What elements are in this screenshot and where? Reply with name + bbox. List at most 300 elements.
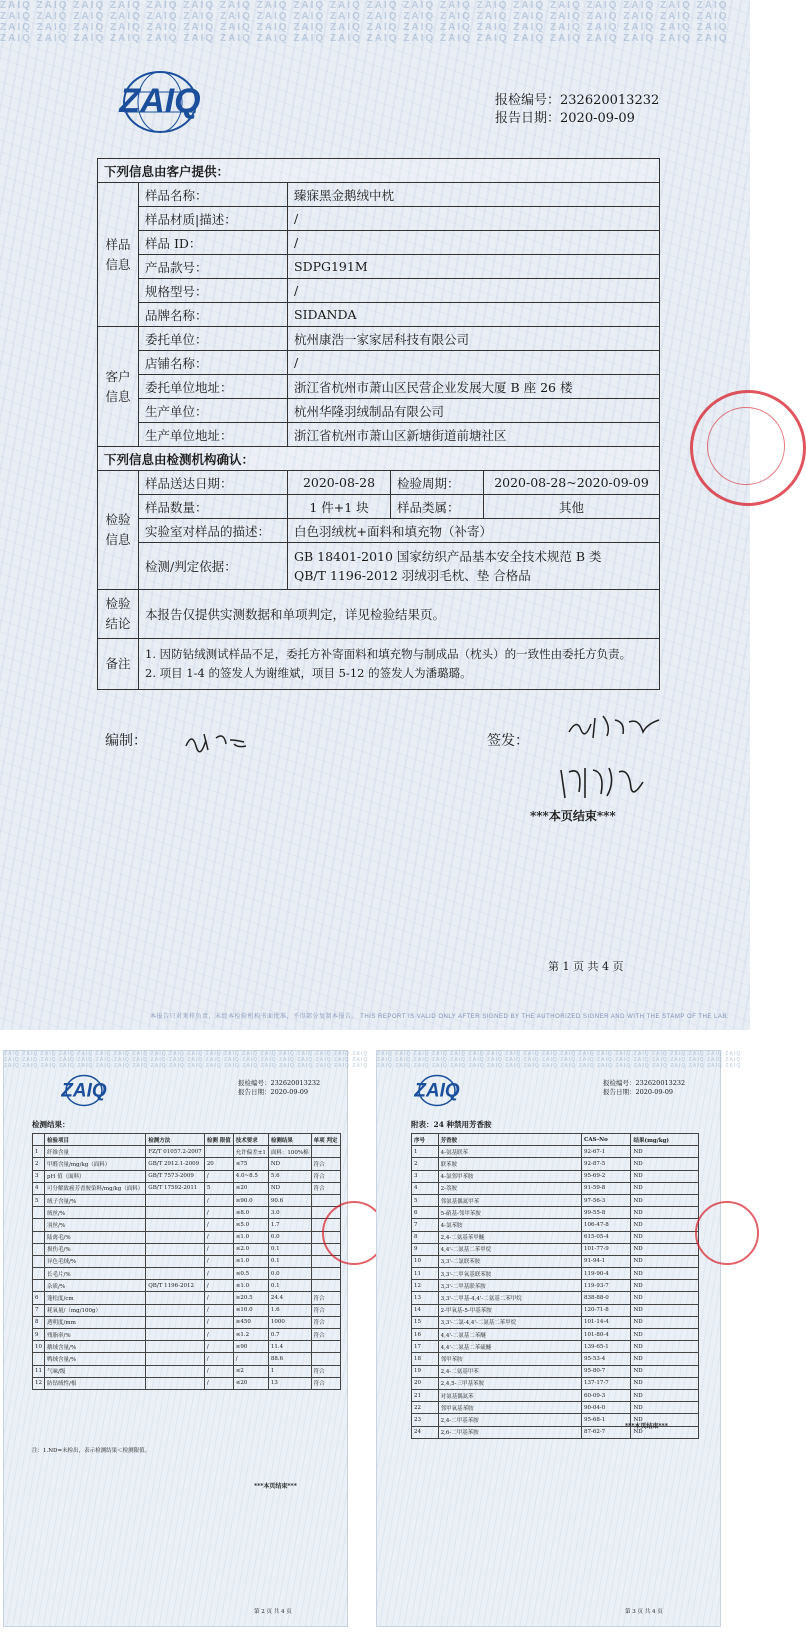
table-cell: 长毛片/% xyxy=(45,1268,146,1280)
table-cell: / xyxy=(204,1243,233,1255)
table-cell xyxy=(311,1353,340,1365)
table-cell: ND xyxy=(631,1207,699,1219)
table-cell xyxy=(146,1329,205,1341)
table-cell: 允许偏差±1 xyxy=(233,1146,268,1158)
table-cell: 95-53-4 xyxy=(582,1353,631,1365)
table-header-row xyxy=(412,1134,699,1146)
table-cell: / xyxy=(204,1365,233,1377)
table-row xyxy=(33,1255,341,1267)
table-cell: ND xyxy=(268,1182,311,1194)
table-cell: ≤1.0 xyxy=(233,1280,268,1292)
table-row xyxy=(33,1365,341,1377)
table-cell xyxy=(33,1243,45,1255)
table-cell: 0.1 xyxy=(268,1280,311,1292)
issued-label: 签发： xyxy=(487,733,529,749)
table-cell: 88.6 xyxy=(268,1353,311,1365)
lab-section-heading: 下列信息由检测机构确认： xyxy=(98,447,660,471)
table-cell: 邻甲氧基苯胺 xyxy=(438,1402,581,1414)
table-cell: 陆禽毛/% xyxy=(45,1231,146,1243)
table-cell: 7 xyxy=(33,1304,45,1316)
table-row xyxy=(412,1231,699,1243)
table-cell: 7 xyxy=(412,1219,439,1231)
table-cell: 5 xyxy=(412,1194,439,1206)
table-cell: 4-氯邻甲苯胺 xyxy=(438,1170,581,1182)
table-cell: 对氨基偶氮苯 xyxy=(438,1389,581,1401)
page-end-marker: ***本页结束*** xyxy=(530,809,616,823)
table-cell: 0.1 xyxy=(268,1255,311,1267)
table-row xyxy=(412,1158,699,1170)
table-cell: 2 xyxy=(412,1158,439,1170)
table-cell: FZ/T 01057.2-2007 xyxy=(146,1146,205,1158)
table-cell xyxy=(146,1268,205,1280)
table-cell: 838-88-0 xyxy=(582,1292,631,1304)
table-cell: ND xyxy=(631,1316,699,1328)
table-cell: 8 xyxy=(33,1316,45,1328)
table-cell: 符合 xyxy=(311,1329,340,1341)
table-cell xyxy=(311,1280,340,1292)
table-cell: 纤维含量 xyxy=(45,1146,146,1158)
table-cell xyxy=(33,1207,45,1219)
table-cell: 1.7 xyxy=(268,1219,311,1231)
table-cell: 残脂率/% xyxy=(45,1329,146,1341)
table-cell: 99-55-8 xyxy=(582,1207,631,1219)
table-cell: 24 xyxy=(412,1426,439,1438)
table-cell: / xyxy=(204,1292,233,1304)
sample-name-value: 臻寐黑金鹅绒中枕 xyxy=(288,183,660,207)
table-cell: / xyxy=(233,1353,268,1365)
table-cell xyxy=(33,1353,45,1365)
table-row xyxy=(412,1341,699,1353)
zaiq-logo xyxy=(407,1073,467,1109)
table-cell: 2,4,5-三甲基苯胺 xyxy=(438,1377,581,1389)
table-cell: / xyxy=(204,1377,233,1389)
table-row xyxy=(412,1255,699,1267)
table-cell: ND xyxy=(631,1268,699,1280)
table-row xyxy=(412,1365,699,1377)
table-cell: ≤1.0 xyxy=(233,1231,268,1243)
table-row xyxy=(412,1304,699,1316)
table-cell xyxy=(33,1231,45,1243)
table-cell: 0.0 xyxy=(268,1268,311,1280)
table-cell: 符合 xyxy=(311,1377,340,1389)
table-cell: ≤20 xyxy=(233,1182,268,1194)
table-cell xyxy=(311,1341,340,1353)
table-cell: / xyxy=(204,1316,233,1328)
table-header-cell: 技术要求 xyxy=(233,1134,268,1146)
table-row xyxy=(33,1316,341,1328)
table-header-cell: CAS-No xyxy=(582,1134,631,1146)
table-cell: 4,4'-二氨基二苯硫醚 xyxy=(438,1341,581,1353)
table-cell: 101-14-4 xyxy=(582,1316,631,1328)
table-cell: ≥450 xyxy=(233,1316,268,1328)
table-cell: 5.6 xyxy=(268,1170,311,1182)
table-cell: ≤8.0 xyxy=(233,1207,268,1219)
table-cell: 0.7 xyxy=(268,1329,311,1341)
table-header-cell: 结果(mg/kg) xyxy=(631,1134,699,1146)
table-row xyxy=(412,1207,699,1219)
table-cell: 4 xyxy=(33,1182,45,1194)
table-row xyxy=(412,1219,699,1231)
table-cell: 符合 xyxy=(311,1292,340,1304)
table-row xyxy=(412,1268,699,1280)
table-cell xyxy=(204,1146,233,1158)
table-cell: 3,3'-二甲基-4,4'-二氨基二苯甲烷 xyxy=(438,1292,581,1304)
table-cell: 5 xyxy=(33,1194,45,1206)
table-row xyxy=(33,1182,341,1194)
report-info: 报检编号： 232620013232 报告日期： 2020-09-09 xyxy=(494,93,660,126)
table-row xyxy=(412,1292,699,1304)
table-cell: 1.6 xyxy=(268,1304,311,1316)
table-header-cell: 检测方法 xyxy=(146,1134,205,1146)
table-cell: GB/T 17592-2011 xyxy=(146,1182,205,1194)
table-row xyxy=(33,1219,341,1231)
zaiq-logo xyxy=(54,1073,114,1109)
table-cell: / xyxy=(204,1341,233,1353)
table-cell xyxy=(146,1292,205,1304)
table-cell: 87-62-7 xyxy=(582,1426,631,1438)
table-cell xyxy=(146,1365,205,1377)
table-cell: ≤1.2 xyxy=(233,1329,268,1341)
table-cell: 95-68-1 xyxy=(582,1414,631,1426)
table-cell xyxy=(311,1268,340,1280)
table-cell: 杂质/% xyxy=(45,1280,146,1292)
table-cell: / xyxy=(204,1268,233,1280)
table-cell: 20 xyxy=(204,1158,233,1170)
table-cell: 3,3'-二甲基联苯胺 xyxy=(438,1280,581,1292)
watermark-band: ZAIQ ZAIQ ZAIQ ZAIQ ZAIQ ZAIQ ZAIQ ZAIQ ZAIQ ZAIQ ZAIQ ZAIQ ZAIQ ZAIQ ZAIQ ZAIQ ZAIQ ZAIQ ZAIQ ZAIQ ZAIQ ZAIQ ZAIQ ZAIQ ZAIQ ZAIQ ZAIQ ZAIQ ZAIQ ZAIQ ZAIQ ZAIQ ZAIQ ZAIQ ZAIQ ZAIQ ZAIQ ZAIQ ZAIQ ZAIQ ZAIQ ZAIQ ZAIQ ZAIQ ZAIQ ZAIQ ZAIQ ZAIQ ZAIQ ZAIQ ZAIQ ZAIQ ZAIQ ZAIQ ZAIQ ZAIQ ZAIQ ZAIQ ZAIQ ZAIQ xyxy=(377,1051,742,1069)
footer-disclaimer: 本报告只对来样负责，未经本检验机构书面批准，不得部分复制本报告。 THIS REPORT IS VALID ONLY AFTER SIGNED BY THE AUTHORIZED SIGNER AND WITH THE STAMP OF THE LAB. xyxy=(150,1014,730,1020)
report-date: 2020-09-09 xyxy=(560,111,635,126)
report-page-3: ZAIQ ZAIQ ZAIQ ZAIQ ZAIQ ZAIQ ZAIQ ZAIQ ZAIQ ZAIQ ZAIQ ZAIQ ZAIQ ZAIQ ZAIQ ZAIQ ZAIQ ZAIQ ZAIQ ZAIQ ZAIQ ZAIQ ZAIQ ZAIQ ZAIQ ZAIQ ZAIQ ZAIQ ZAIQ ZAIQ ZAIQ ZAIQ ZAIQ ZAIQ ZAIQ ZAIQ ZAIQ ZAIQ ZAIQ ZAIQ ZAIQ ZAIQ ZAIQ ZAIQ ZAIQ ZAIQ ZAIQ ZAIQ ZAIQ ZAIQ ZAIQ ZAIQ ZAIQ ZAIQ ZAIQ ZAIQ ZAIQ ZAIQ ZAIQ ZAIQ ZAIQ 报检编号：232620013232 报告日期：2020-09-09 附表：24 种禁用芳香胺 序号 芳香胺 CAS-No 结果(mg/kg) 1 4-氨基联苯 92-67-1 ND 2 联苯胺 92-87-5 ND 3 4-氯邻甲苯胺 95-69-2 ND 4 2-萘胺 91-59-8 ND 5 邻氨基偶氮甲苯 97-56-3 ND 6 5-硝基-邻甲苯胺 99-55-8 ND 7 4-氯苯胺 106-47-8 ND 8 2,4-二氨基苯甲醚 615-05-4 ND 9 4,4'-二氨基二苯甲烷 101-77-9 ND 10 3,3'-二氯联苯胺 91-94-1 ND 11 3,3'-二甲氧基联苯胺 119-90-4 ND 12 3,3'-二甲基联苯胺 119-93-7 ND 13 3,3'-二甲基-4,4'-二氨基二苯甲烷 838-88-0 ND 14 2-甲氧基-5-甲基苯胺 120-71-8 ND 15 3,3'-二氯-4,4'-二氨基二苯甲烷 101-14-4 ND 16 4,4'-二氨基二苯醚 101-80-4 ND 17 4,4'-二氨基二苯硫醚 139-65-1 ND 18 邻甲苯胺 95-53-4 ND 19 2,4-二氨基甲苯 95-80-7 ND 20 2,4,5-三甲基苯胺 137-17-7 ND 21 对氨基偶氮苯 60-09-3 ND 22 邻甲氧基苯胺 90-04-0 ND 23 2,4-二甲基苯胺 95-68-1 ND 24 2,6-二甲基苯胺 87-62-7 ND ***本页结束*** 第 3 页 共 4 页 xyxy=(376,1050,721,1627)
table-cell: 2-甲氧基-5-甲基苯胺 xyxy=(438,1304,581,1316)
table-row xyxy=(33,1268,341,1280)
table-cell xyxy=(146,1353,205,1365)
table-header-cell: 序号 xyxy=(412,1134,439,1146)
red-seal-stamp xyxy=(690,390,806,506)
prepared-label: 编制： xyxy=(105,733,147,749)
table-cell: / xyxy=(204,1207,233,1219)
table-cell: / xyxy=(204,1255,233,1267)
table-cell: / xyxy=(204,1219,233,1231)
table-row xyxy=(33,1280,341,1292)
table-cell: 蓬松度/cm xyxy=(45,1292,146,1304)
table-cell: ND xyxy=(631,1146,699,1158)
table-cell: ≤0.5 xyxy=(233,1268,268,1280)
table-cell: ND xyxy=(268,1158,311,1170)
table-cell: 92-67-1 xyxy=(582,1146,631,1158)
table-header-row xyxy=(33,1134,341,1146)
table-cell xyxy=(33,1219,45,1231)
table-cell: 6 xyxy=(412,1207,439,1219)
table-cell xyxy=(33,1255,45,1267)
table-cell: 符合 xyxy=(311,1304,340,1316)
table-cell: 绒子含量/% xyxy=(45,1194,146,1206)
table-cell xyxy=(146,1341,205,1353)
table-cell: 8 xyxy=(412,1231,439,1243)
table-cell: 1 xyxy=(412,1146,439,1158)
table-cell: 防钻绒性/根 xyxy=(45,1377,146,1389)
table-cell: 羽丝/% xyxy=(45,1219,146,1231)
table-cell: 2,4-二甲基苯胺 xyxy=(438,1414,581,1426)
table-cell: / xyxy=(204,1231,233,1243)
table-cell: 甲醛含量/mg/kg（面料） xyxy=(45,1158,146,1170)
table-cell: 12 xyxy=(412,1280,439,1292)
table-cell: 90.6 xyxy=(268,1194,311,1206)
table-row xyxy=(412,1182,699,1194)
table-cell: 符合 xyxy=(311,1182,340,1194)
results-title: 检测结果： xyxy=(32,1120,70,1129)
table-cell: 鸭绒含量/% xyxy=(45,1353,146,1365)
table-cell: 13 xyxy=(268,1377,311,1389)
table-cell: 92-87-5 xyxy=(582,1158,631,1170)
table-cell: 4-氨基联苯 xyxy=(438,1146,581,1158)
table-cell: / xyxy=(204,1280,233,1292)
table-cell: 11 xyxy=(412,1268,439,1280)
table-cell: ND xyxy=(631,1219,699,1231)
table-cell xyxy=(311,1194,340,1206)
issuer-signature-2 xyxy=(555,762,655,802)
table-cell: 异色毛绒/% xyxy=(45,1255,146,1267)
table-cell: 3,3'-二甲氧基联苯胺 xyxy=(438,1268,581,1280)
table-row xyxy=(412,1389,699,1401)
table-cell: 2,4-二氨基甲苯 xyxy=(438,1365,581,1377)
table-row xyxy=(412,1280,699,1292)
table-cell: 21 xyxy=(412,1389,439,1401)
table-cell: 耗氧量/（mg/100g） xyxy=(45,1304,146,1316)
table-cell: ND xyxy=(631,1402,699,1414)
table-cell: 4,4'-二氨基二苯甲烷 xyxy=(438,1243,581,1255)
table-row xyxy=(412,1402,699,1414)
table-row xyxy=(33,1207,341,1219)
issuer-signature-1 xyxy=(565,712,665,742)
table-cell: ND xyxy=(631,1377,699,1389)
table-header-cell: 检验项目 xyxy=(45,1134,146,1146)
table-cell: ≤20 xyxy=(233,1377,268,1389)
table-cell: 3,3'-二氯-4,4'-二氨基二苯甲烷 xyxy=(438,1316,581,1328)
table-cell xyxy=(146,1304,205,1316)
table-cell: ND xyxy=(631,1329,699,1341)
svg-text:ZAIQ: ZAIQ xyxy=(61,1080,107,1102)
table-cell: 120-71-8 xyxy=(582,1304,631,1316)
table-cell: GB/T 7573-2009 xyxy=(146,1170,205,1182)
table-row xyxy=(33,1304,341,1316)
remark-label: 备注 xyxy=(98,639,139,690)
table-cell: 91-94-1 xyxy=(582,1255,631,1267)
table-row xyxy=(412,1329,699,1341)
table-cell: 符合 xyxy=(311,1316,340,1328)
table-cell: 邻氨基偶氮甲苯 xyxy=(438,1194,581,1206)
table-cell: 615-05-4 xyxy=(582,1231,631,1243)
prepared-signature xyxy=(182,728,252,754)
table-cell: ≥20.5 xyxy=(233,1292,268,1304)
watermark-band: ZAIQ ZAIQ ZAIQ ZAIQ ZAIQ ZAIQ ZAIQ ZAIQ ZAIQ ZAIQ ZAIQ ZAIQ ZAIQ ZAIQ ZAIQ ZAIQ ZAIQ ZAIQ ZAIQ ZAIQ ZAIQ ZAIQ ZAIQ ZAIQ ZAIQ ZAIQ ZAIQ ZAIQ ZAIQ ZAIQ ZAIQ ZAIQ ZAIQ ZAIQ ZAIQ ZAIQ ZAIQ ZAIQ ZAIQ ZAIQ ZAIQ ZAIQ ZAIQ ZAIQ ZAIQ ZAIQ ZAIQ ZAIQ ZAIQ ZAIQ ZAIQ ZAIQ ZAIQ ZAIQ ZAIQ ZAIQ ZAIQ ZAIQ ZAIQ ZAIQ xyxy=(4,1051,369,1069)
table-cell: 2 xyxy=(33,1158,45,1170)
table-row xyxy=(33,1353,341,1365)
table-cell: 60-09-3 xyxy=(582,1389,631,1401)
amines-table xyxy=(411,1133,699,1439)
table-cell: ND xyxy=(631,1292,699,1304)
table-cell: ND xyxy=(631,1365,699,1377)
table-row xyxy=(33,1194,341,1206)
inspect-group-label: 检验 信息 xyxy=(98,471,139,590)
red-seal-stamp xyxy=(695,1201,759,1265)
table-header-cell: 检测结果 xyxy=(268,1134,311,1146)
table-cell: 119-93-7 xyxy=(582,1280,631,1292)
table-header-cell: 检测 限值 xyxy=(204,1134,233,1146)
table-cell: 面料：100%棉 xyxy=(268,1146,311,1158)
table-cell: 邻甲苯胺 xyxy=(438,1353,581,1365)
table-row xyxy=(33,1158,341,1170)
table-cell: 11 xyxy=(33,1365,45,1377)
table-cell: ≤5.0 xyxy=(233,1219,268,1231)
table-cell: 1 xyxy=(268,1365,311,1377)
table-cell: / xyxy=(204,1170,233,1182)
table-row xyxy=(412,1377,699,1389)
table-row xyxy=(412,1353,699,1365)
table-cell: 5-硝基-邻甲苯胺 xyxy=(438,1207,581,1219)
table-cell: 0.0 xyxy=(268,1231,311,1243)
table-cell: ND xyxy=(631,1243,699,1255)
table-cell: 4-氯苯胺 xyxy=(438,1219,581,1231)
table-cell: 14 xyxy=(412,1304,439,1316)
table-cell: 符合 xyxy=(311,1365,340,1377)
table-cell: 4.0~8.5 xyxy=(233,1170,268,1182)
report-number: 232620013232 xyxy=(560,93,660,108)
table-cell: GB/T 2912.1-2009 xyxy=(146,1158,205,1170)
table-cell: 3.0 xyxy=(268,1207,311,1219)
svg-text:ZAIQ: ZAIQ xyxy=(119,82,201,120)
table-cell xyxy=(33,1268,45,1280)
table-row xyxy=(33,1292,341,1304)
table-cell: 23 xyxy=(412,1414,439,1426)
table-cell: ND xyxy=(631,1353,699,1365)
table-cell: 2,4-二氨基苯甲醚 xyxy=(438,1231,581,1243)
table-cell: ≥90 xyxy=(233,1341,268,1353)
table-cell: 101-80-4 xyxy=(582,1329,631,1341)
table-cell: 鹅绒含量/% xyxy=(45,1341,146,1353)
table-cell: ≤1.0 xyxy=(233,1255,268,1267)
table-cell: 12 xyxy=(33,1377,45,1389)
table-cell: 139-65-1 xyxy=(582,1341,631,1353)
table-cell: ND xyxy=(631,1389,699,1401)
table-cell: 3 xyxy=(33,1170,45,1182)
client-section-heading: 下列信息由客户提供： xyxy=(98,159,660,183)
table-row xyxy=(412,1146,699,1158)
table-cell: 符合 xyxy=(311,1158,340,1170)
table-cell: 1 xyxy=(33,1146,45,1158)
table-cell: 13 xyxy=(412,1292,439,1304)
table-cell: / xyxy=(204,1353,233,1365)
table-cell: ≥90.0 xyxy=(233,1194,268,1206)
table-cell xyxy=(146,1255,205,1267)
client-group-label: 客户 信息 xyxy=(98,327,139,447)
results-table xyxy=(32,1133,341,1390)
table-cell: 5 xyxy=(204,1182,233,1194)
table-cell: 106-47-8 xyxy=(582,1219,631,1231)
table-cell: 10 xyxy=(412,1255,439,1267)
table-cell xyxy=(146,1194,205,1206)
table-row xyxy=(33,1146,341,1158)
table-cell: 2,6-二甲基苯胺 xyxy=(438,1426,581,1438)
sample-group-label: 样品 信息 xyxy=(98,183,139,327)
table-header-cell: 单项 判定 xyxy=(311,1134,340,1146)
table-cell: 符合 xyxy=(311,1170,340,1182)
svg-text:ZAIQ: ZAIQ xyxy=(414,1080,460,1102)
table-row xyxy=(33,1329,341,1341)
table-cell: 137-17-7 xyxy=(582,1377,631,1389)
table-cell: 4,4'-二氨基二苯醚 xyxy=(438,1329,581,1341)
table-cell: 绒丝/% xyxy=(45,1207,146,1219)
table-cell: 19 xyxy=(412,1365,439,1377)
table-cell: / xyxy=(204,1194,233,1206)
table-cell: 损伤毛/% xyxy=(45,1243,146,1255)
table-cell: ND xyxy=(631,1255,699,1267)
table-cell: pH 值（面料） xyxy=(45,1170,146,1182)
table-cell: ND xyxy=(631,1194,699,1206)
table-cell: / xyxy=(204,1304,233,1316)
table-row xyxy=(412,1243,699,1255)
table-cell: 3 xyxy=(412,1170,439,1182)
table-cell: ≤2.0 xyxy=(233,1243,268,1255)
table-row xyxy=(412,1194,699,1206)
table-row xyxy=(33,1170,341,1182)
table-cell: ND xyxy=(631,1414,699,1426)
zaiq-logo xyxy=(100,68,220,138)
table-cell: 2-萘胺 xyxy=(438,1182,581,1194)
table-cell: 17 xyxy=(412,1341,439,1353)
table-cell xyxy=(33,1280,45,1292)
table-cell: 22 xyxy=(412,1402,439,1414)
table-cell: 4 xyxy=(412,1182,439,1194)
table-cell: ND xyxy=(631,1231,699,1243)
table-cell: ND xyxy=(631,1280,699,1292)
table-row xyxy=(33,1377,341,1389)
watermark-band: ZAIQ ZAIQ ZAIQ ZAIQ ZAIQ ZAIQ ZAIQ ZAIQ ZAIQ ZAIQ ZAIQ ZAIQ ZAIQ ZAIQ ZAIQ ZAIQ ZAIQ ZAIQ ZAIQ ZAIQ ZAIQ ZAIQ ZAIQ ZAIQ ZAIQ ZAIQ ZAIQ ZAIQ ZAIQ ZAIQ ZAIQ ZAIQ ZAIQ ZAIQ ZAIQ ZAIQ ZAIQ ZAIQ ZAIQ ZAIQ ZAIQ ZAIQ ZAIQ ZAIQ ZAIQ ZAIQ ZAIQ ZAIQ ZAIQ ZAIQ ZAIQ ZAIQ ZAIQ ZAIQ ZAIQ ZAIQ ZAIQ ZAIQ ZAIQ ZAIQ ZAIQ ZAIQ ZAIQ ZAIQ ZAIQ ZAIQ ZAIQ ZAIQ ZAIQ ZAIQ ZAIQ ZAIQ ZAIQ ZAIQ ZAIQ ZAIQ ZAIQ ZAIQ ZAIQ ZAIQ xyxy=(0,0,729,44)
table-cell: QB/T 1196-2012 xyxy=(146,1280,205,1292)
conclusion-text: 本报告仅提供实测数据和单项判定，详见检验结果页。 xyxy=(139,590,660,639)
table-cell: 119-90-4 xyxy=(582,1268,631,1280)
table-cell: 1000 xyxy=(268,1316,311,1328)
table-cell: ND xyxy=(631,1304,699,1316)
table-cell: ≤2 xyxy=(233,1365,268,1377)
table-cell: 91-59-8 xyxy=(582,1182,631,1194)
table-cell: 95-69-2 xyxy=(582,1170,631,1182)
table-row xyxy=(33,1231,341,1243)
table-cell: ND xyxy=(631,1158,699,1170)
table-cell: 0.1 xyxy=(268,1243,311,1255)
table-row xyxy=(412,1170,699,1182)
table-cell: 15 xyxy=(412,1316,439,1328)
page-number: 第 1 页 共 4 页 xyxy=(548,960,624,973)
table-cell: 97-56-3 xyxy=(582,1194,631,1206)
table-cell xyxy=(146,1231,205,1243)
amines-title: 附表：24 种禁用芳香胺 xyxy=(411,1120,492,1129)
table-cell: ≤75 xyxy=(233,1158,268,1170)
table-header-cell: 芳香胺 xyxy=(438,1134,581,1146)
table-cell xyxy=(146,1219,205,1231)
table-cell: 6 xyxy=(33,1292,45,1304)
table-cell: ND xyxy=(631,1426,699,1438)
table-cell xyxy=(311,1146,340,1158)
table-row xyxy=(33,1341,341,1353)
table-cell: 9 xyxy=(33,1329,45,1341)
table-cell: 透明度/mm xyxy=(45,1316,146,1328)
table-row xyxy=(33,1243,341,1255)
table-cell: 16 xyxy=(412,1329,439,1341)
report-info-table: 下列信息由客户提供： 样品 信息 样品名称： 臻寐黑金鹅绒中枕 样品材质|描述： / 样品 ID： / 产品款号： SDPG191M 规格型号： / 品牌名称： SIDANDA 客户 信息 委托单位： 杭州康浩一家家居科技有限公司 店铺名称： / 委托单位地址： 浙江省杭州市萧山区民营企业发展大厦 B 座 26 楼 生产单位： 杭州华隆羽绒制品有限公司 生产单位地址： 浙江省杭州市萧山区新塘街道前塘社区 下列信息由检测机构确认： 检验 信息 样品送达日期： 2020-08-28 检验周期： 2020-08-28~2020-09-09 样品数量： 1 件+1 块 样品类属： 其他 实验室对样品的描述： 白色羽绒枕+面料和填充物（补寄） 检测/判定依据： GB 18401-2010 国家纺织产品基本安全技术规范 B 类 QB/T 1196-2012 羽绒羽毛枕、垫 合格品 检验 结论 本报告仅提供实测数据和单项判定，详见检验结果页。 备注 1. 因防钻绒测试样品不足，委托方补寄面料和填充物与制成品（枕头）的一致性由委托方负责。 2. 项目 1-4 的签发人为谢维斌，项目 5-12 的签发人为潘璐璐。 xyxy=(97,158,660,690)
table-cell: 10 xyxy=(33,1341,45,1353)
table-cell: 24.4 xyxy=(268,1292,311,1304)
